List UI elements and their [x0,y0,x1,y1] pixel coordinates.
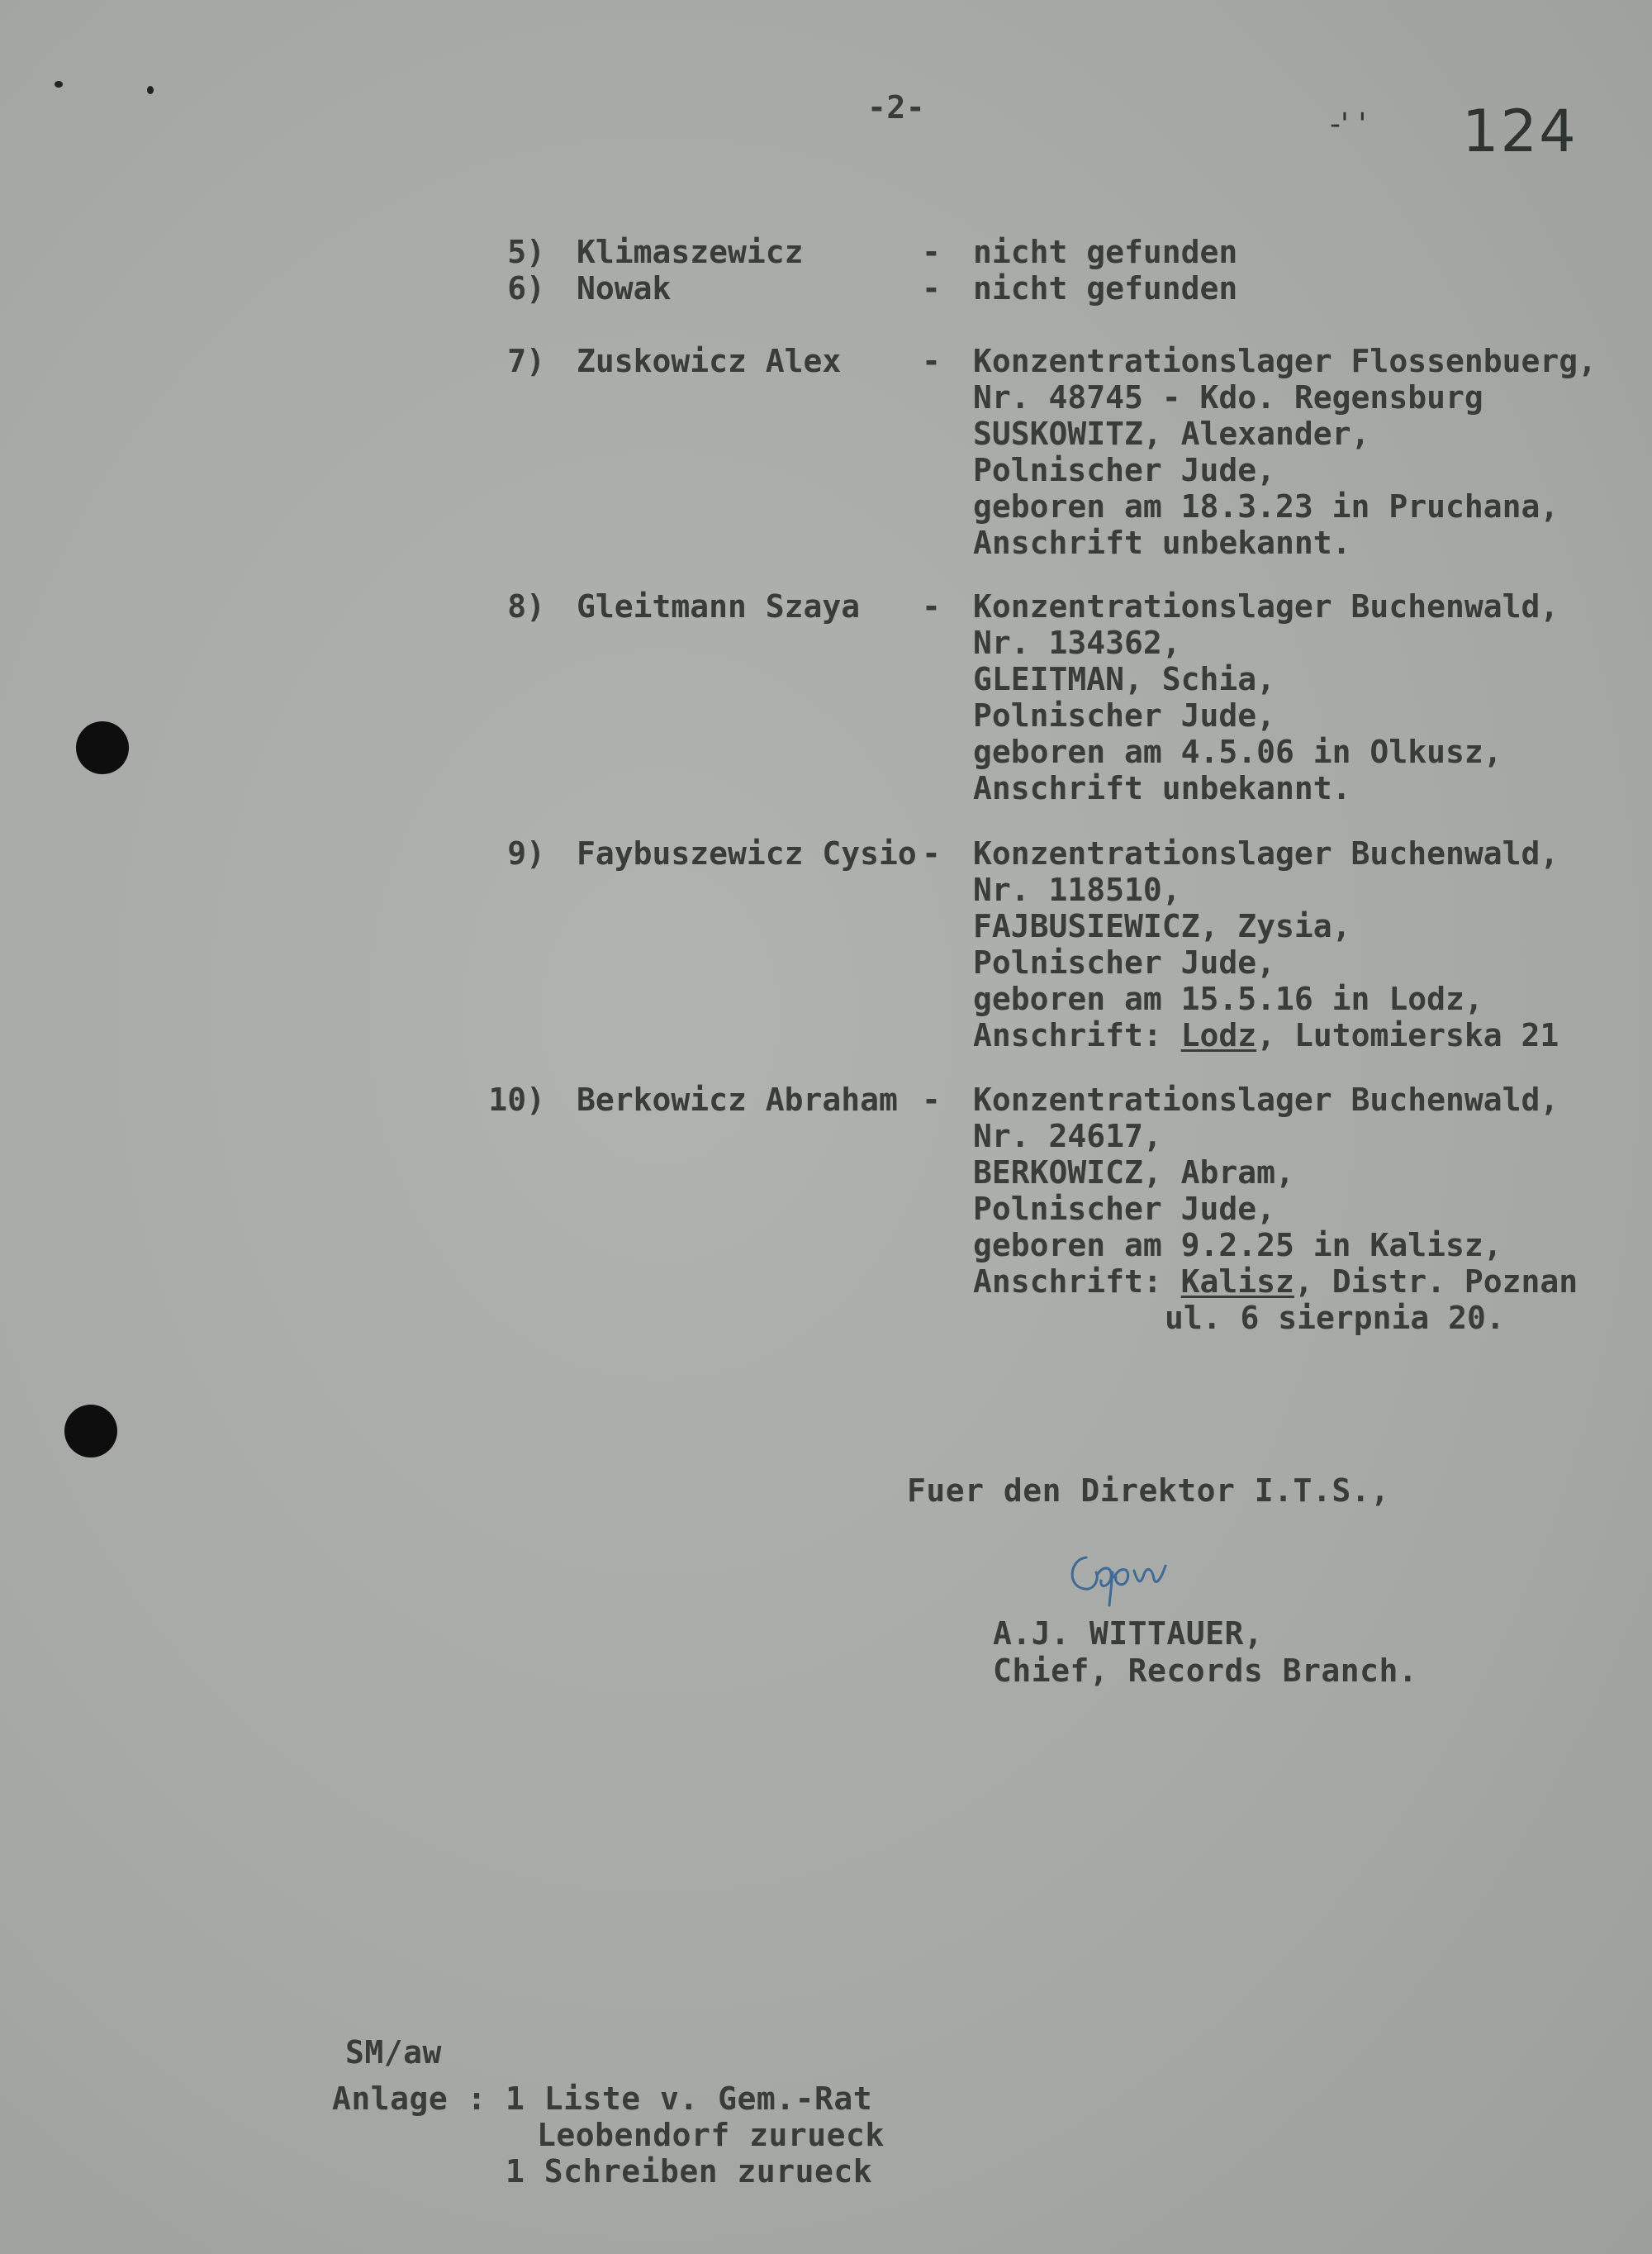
entry-name: Gleitmann Szaya [577,588,861,625]
entry-line: Nr. 134362, [973,625,1181,661]
entry-number: 9) [507,835,545,872]
entry-line: Konzentrationslager Buchenwald, [973,588,1559,625]
address-place: Lodz [1180,1017,1257,1053]
entry-line: Polnischer Jude, [973,944,1276,981]
entry-line: Anschrift unbekannt. [973,525,1351,561]
typist-initials: SM/aw [345,2034,442,2071]
entry-line: Polnischer Jude, [973,1191,1276,1227]
entry-dash: - [922,835,941,872]
entry-name: Faybuszewicz Cysio [577,835,917,872]
entry-name: Klimaszewicz [577,234,804,270]
entry-dash: - [922,234,941,270]
enclosure-line: 1 Liste v. Gem.-Rat [506,2080,873,2117]
entry-name: Berkowicz Abraham [577,1082,898,1118]
entry-line: geboren am 18.3.23 in Pruchana, [973,488,1559,525]
address-label: Anschrift: [973,1017,1181,1053]
enclosure-label: Anlage : [332,2080,487,2117]
punch-hole-lower [64,1405,117,1457]
entry-line: geboren am 4.5.06 in Olkusz, [973,734,1502,770]
entry-details [973,270,1237,307]
signature-for-line: Fuer den Direktor I.T.S., [907,1472,1390,1509]
signatory-title: Chief, Records Branch. [993,1652,1418,1689]
address-place: Kalisz [1180,1263,1294,1300]
entry-line: FAJBUSIEWICZ, Zysia, [973,908,1351,944]
entry-dash: - [922,588,941,625]
entry-details [973,234,1237,270]
entry-line: GLEITMAN, Schia, [973,661,1276,697]
signatory-name: A.J. WITTAUER, [993,1615,1264,1652]
corner-mark [147,86,154,94]
entry-number: 8) [507,588,545,625]
entry-address [973,1263,1578,1300]
entry-number: 6) [507,270,545,307]
entry-number: 5) [507,234,545,270]
entry-line: Polnischer Jude, [973,452,1276,488]
handwritten-signature [1061,1541,1194,1607]
entry-line: BERKOWICZ, Abram, [973,1154,1294,1191]
folio-number: 124 [1462,97,1578,165]
entry-line: nicht gefunden [973,270,1238,307]
folio-prefix: -' ' [1330,107,1367,141]
entry-address [973,1017,1559,1053]
punch-hole-upper [76,721,129,774]
entry-dash: - [922,270,941,307]
entry-line: geboren am 15.5.16 in Lodz, [973,981,1483,1017]
entry-line: Konzentrationslager Flossenbuerg, [973,343,1597,379]
entry-dash: - [922,343,941,379]
entry-line: Nr. 24617, [973,1118,1162,1154]
entry-address-line2: ul. 6 sierpnia 20. [1165,1300,1505,1336]
entry-line: Konzentrationslager Buchenwald, [973,835,1559,872]
entry-line: Nr. 48745 - Kdo. Regensburg [973,379,1483,416]
entry-line: geboren am 9.2.25 in Kalisz, [973,1227,1502,1263]
entry-line: Anschrift unbekannt. [973,770,1351,806]
address-rest: , Lutomierska 21 [1256,1017,1559,1053]
enclosure-line: Leobendorf zurueck [537,2117,885,2153]
entry-dash: - [922,1082,941,1118]
entry-details [973,343,1597,561]
entry-line: Polnischer Jude, [973,697,1276,734]
entry-name: Nowak [577,270,672,307]
entry-details [973,588,1559,806]
page-marker: -2- [867,89,926,126]
entry-number: 7) [507,343,545,379]
address-label: Anschrift: [973,1263,1181,1300]
entry-line: nicht gefunden [973,234,1238,270]
address-rest: , Distr. Poznan [1294,1263,1578,1300]
entry-line: SUSKOWITZ, Alexander, [973,416,1370,452]
entry-details [973,1082,1578,1336]
enclosure-line: 1 Schreiben zurueck [506,2153,873,2190]
entry-number: 10) [488,1082,545,1118]
entry-line: Nr. 118510, [973,872,1181,908]
entry-line: Konzentrationslager Buchenwald, [973,1082,1559,1118]
entry-details [973,835,1559,1053]
corner-mark [55,81,63,88]
entry-name: Zuskowicz Alex [577,343,842,379]
